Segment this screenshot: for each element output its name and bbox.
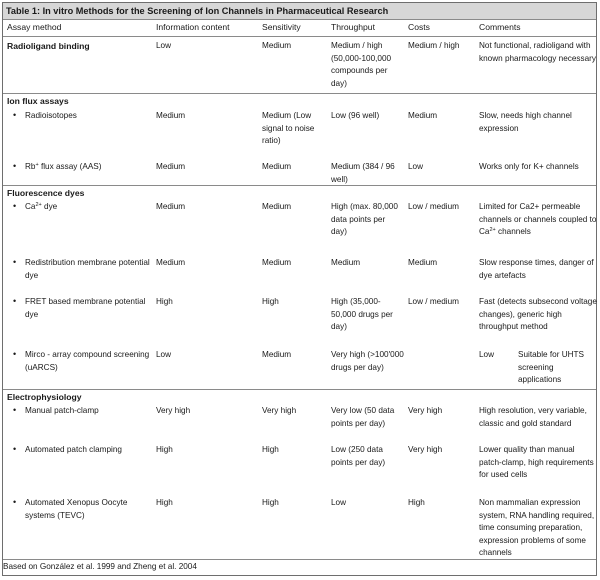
row-costs: High bbox=[408, 498, 425, 507]
row-sensitivity: Medium bbox=[262, 162, 292, 171]
row-sensitivity: Medium bbox=[262, 41, 292, 50]
row-comments: Slow, needs high channel expression bbox=[479, 111, 572, 133]
row-comments: Lower quality than manual patch-clamp, high requirements for used cells bbox=[479, 445, 594, 479]
row-comments: Slow response times, danger of dye artefacts bbox=[479, 258, 594, 280]
row-costs: Low / medium bbox=[408, 202, 459, 211]
row-comments: Suitable for UHTS screening applications bbox=[518, 350, 584, 384]
row-info: Low bbox=[156, 41, 172, 50]
row-comments: High resolution, very variable, classic and gold standard bbox=[479, 406, 587, 428]
row-throughput: Low (96 well) bbox=[331, 111, 380, 120]
row-method: Automated Xenopus Oocyte systems (TEVC) bbox=[25, 498, 128, 520]
row-comments: Fast (detects subsecond voltage changes), generic high throughput method bbox=[479, 297, 597, 331]
row-comments: Not functional, radioligand with known pharmacology necessary bbox=[479, 41, 596, 63]
row-method: Mirco - array compound screening (uARCS) bbox=[25, 350, 150, 372]
row-info: Medium bbox=[156, 162, 186, 171]
row-info: Medium bbox=[156, 258, 186, 267]
row-sensitivity: Medium (Low signal to noise ratio) bbox=[262, 111, 315, 145]
row-sensitivity: High bbox=[262, 498, 279, 507]
row-sensitivity: High bbox=[262, 297, 279, 306]
row-method: $Ca^{2+}$ dye bbox=[25, 202, 58, 211]
row-comments: Works only for K+ channels bbox=[479, 162, 579, 171]
header-costs: Costs bbox=[408, 22, 430, 32]
row-throughput: Very high (>100'000 drugs per day) bbox=[331, 350, 404, 372]
row-costs: Very high bbox=[408, 445, 443, 454]
bullet-icon: • bbox=[13, 110, 17, 120]
row-sensitivity: Medium bbox=[262, 258, 292, 267]
table-title: Table 1: In vitro Methods for the Screening of Ion Channels in Pharmaceutical Research bbox=[3, 3, 596, 20]
row-info: Medium bbox=[156, 202, 186, 211]
row-method: Rb+ flux assay (AAS) bbox=[25, 162, 102, 171]
row-throughput: Medium bbox=[331, 258, 361, 267]
row-info: Very high bbox=[156, 406, 191, 415]
row-sensitivity: Very high bbox=[262, 406, 297, 415]
bullet-icon: • bbox=[13, 444, 17, 454]
row-sensitivity: Medium bbox=[262, 202, 292, 211]
row-throughput: Very low (50 data points per day) bbox=[331, 406, 395, 428]
row-method: FRET based membrane potential dye bbox=[25, 297, 146, 319]
row-costs: Low / medium bbox=[408, 297, 459, 306]
bullet-icon: • bbox=[13, 405, 17, 415]
table-header-row bbox=[3, 20, 596, 37]
row-throughput: Low bbox=[331, 498, 347, 507]
bullet-icon: • bbox=[13, 201, 17, 211]
header-information-content: Information content bbox=[156, 22, 230, 32]
row-sensitivity: Medium bbox=[262, 350, 292, 359]
table-bottom-rule bbox=[3, 559, 596, 560]
row-throughput: Medium (384 / 96 well) bbox=[331, 162, 395, 184]
row-info: Low bbox=[156, 350, 172, 359]
row-info: High bbox=[156, 498, 173, 507]
row-throughput: Medium / high (50,000-100,000 compounds per day) bbox=[331, 41, 392, 88]
ion-channel-methods-table bbox=[2, 2, 597, 576]
bullet-icon: • bbox=[13, 349, 17, 359]
row-info: High bbox=[156, 445, 173, 454]
header-comments: Comments bbox=[479, 22, 521, 32]
row-info: Medium bbox=[156, 111, 186, 120]
row-costs: Medium bbox=[408, 111, 438, 120]
row-method: Radioligand binding bbox=[7, 41, 90, 51]
row-throughput: High (35,000-50,000 drugs per day) bbox=[331, 297, 393, 331]
row-comments: Non mammalian expression system, RNA handling required, time consuming preparation, expression problems of some channels bbox=[479, 498, 595, 557]
header-assay-method: Assay method bbox=[7, 22, 62, 32]
row-method: Radioisotopes bbox=[25, 111, 77, 120]
row-costs: Medium bbox=[408, 258, 438, 267]
row-costs: Very high bbox=[408, 406, 443, 415]
section-divider bbox=[3, 185, 596, 186]
header-sensitivity: Sensitivity bbox=[262, 22, 301, 32]
row-info: High bbox=[156, 297, 173, 306]
section-electrophysiology: Electrophysiology bbox=[7, 392, 82, 402]
row-costs: Medium / high bbox=[408, 41, 460, 50]
row-method: Redistribution membrane potential dye bbox=[25, 258, 150, 280]
row-throughput: High (max. 80,000 data points per day) bbox=[331, 202, 398, 236]
bullet-icon: • bbox=[13, 257, 17, 267]
section-fluorescence: Fluorescence dyes bbox=[7, 188, 85, 198]
row-comments: Limited for Ca2+ permeable channels or channels coupled to $Ca^{2+}$ channels bbox=[479, 202, 597, 236]
section-ion-flux: Ion flux assays bbox=[7, 96, 69, 106]
section-divider bbox=[3, 93, 596, 94]
row-costs: Low bbox=[408, 162, 424, 171]
row-throughput: Low (250 data points per day) bbox=[331, 445, 386, 467]
section-divider bbox=[3, 389, 596, 390]
table-footnote: Based on González et al. 1999 and Zheng et al. 2004 bbox=[3, 562, 197, 571]
bullet-icon: • bbox=[13, 497, 17, 507]
row-sensitivity: High bbox=[262, 445, 279, 454]
bullet-icon: • bbox=[13, 161, 17, 171]
row-costs: Low bbox=[479, 350, 495, 359]
bullet-icon: • bbox=[13, 296, 17, 306]
row-method: Manual patch-clamp bbox=[25, 406, 99, 415]
row-method: Automated patch clamping bbox=[25, 445, 122, 454]
header-throughput: Throughput bbox=[331, 22, 375, 32]
